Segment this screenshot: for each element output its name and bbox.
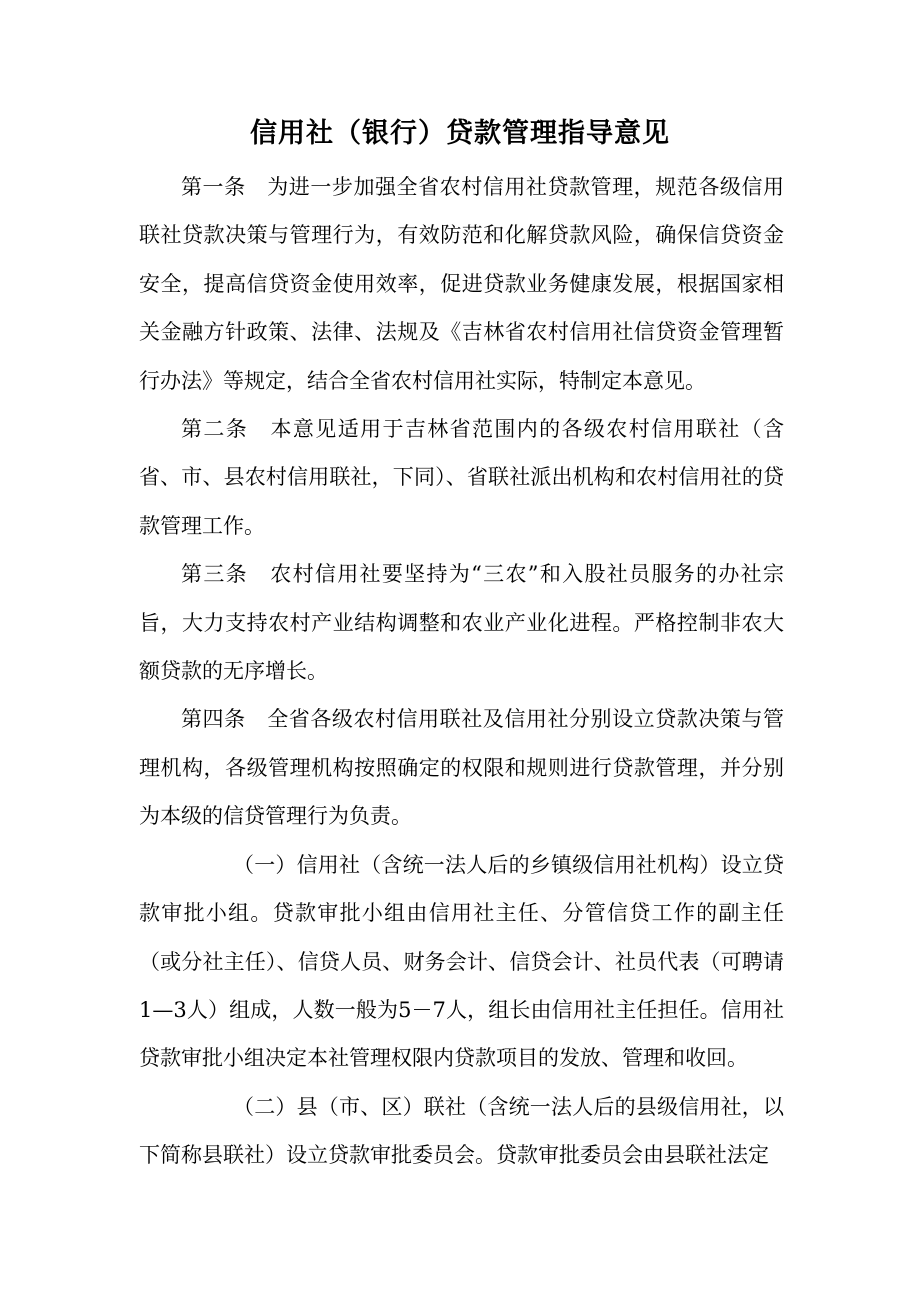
article-4-paragraph: 第四条 全省各级农村信用联社及信用社分别设立贷款决策与管理机构，各级管理机构按照确定的权限和规则进行贷款管理，并分别为本级的信贷管理行为负责。	[139, 707, 784, 829]
article-2-paragraph: 第二条 本意见适用于吉林省范围内的各级农村信用联社（含省、市、县农村信用联社，下同）、省联社派出机构和农村信用社的贷款管理工作。	[139, 417, 784, 538]
article-4-item-2-paragraph: （二）县（市、区）联社（含统一法人后的县级信用社，以下简称县联社）设立贷款审批委员会。贷款审批委员会由县联社法定	[139, 1094, 784, 1168]
document-body	[139, 163, 784, 1180]
article-3-paragraph: 第三条 农村信用社要坚持为“三农”和入股社员服务的办社宗旨，大力支持农村产业结构调整和农业产业化进程。严格控制非农大额贷款的无序增长。	[139, 562, 784, 684]
document-title: 信用社（银行）贷款管理指导意见	[250, 118, 670, 149]
article-4-item-1-paragraph: （一）信用社（含统一法人后的乡镇级信用社机构）设立贷款审批小组。贷款审批小组由信用社主任、分管信贷工作的副主任（或分社主任）、信贷人员、财务会计、信贷会计、社员代表（可聘请1—3人）组成，人数一般为5－7人，组长由信用社主任担任。信用社贷款审批小组决定本社管理权限内贷款项目的发放、管理和收回。	[139, 852, 784, 1071]
article-1-paragraph: 第一条 为进一步加强全省农村信用社贷款管理，规范各级信用联社贷款决策与管理行为，有效防范和化解贷款风险，确保信贷资金安全，提高信贷资金使用效率，促进贷款业务健康发展，根据国家相关金融方针政策、法律、法规及《吉林省农村信用社信贷资金管理暂行办法》等规定，结合全省农村信用社实际，特制定本意见。	[139, 175, 784, 393]
